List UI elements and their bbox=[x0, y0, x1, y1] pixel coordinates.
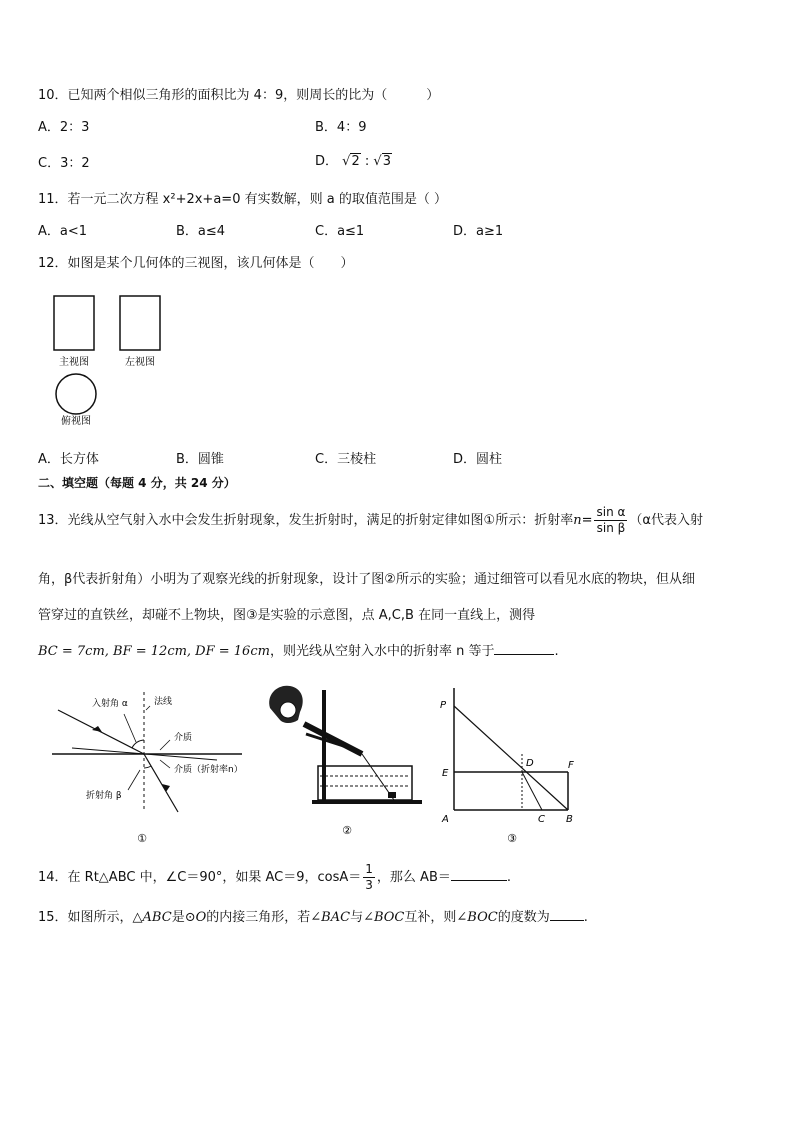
q14-denominator: 3 bbox=[365, 878, 373, 892]
incident-angle-label: 入射角 α bbox=[92, 699, 128, 709]
q14-numerator: 1 bbox=[365, 862, 373, 876]
point-F-label: F bbox=[568, 760, 574, 771]
point-B-label: B bbox=[566, 814, 573, 825]
figure-3-schematic bbox=[436, 684, 586, 849]
left-view-rect bbox=[120, 296, 160, 350]
q13-formula: BC = 7cm, BF = 12cm, DF = 16cm bbox=[38, 644, 270, 659]
q10-option-a: A．2：3 bbox=[38, 120, 90, 135]
q13-line4-tail: ，则光线从空射入水中的折射率 n 等于 bbox=[269, 644, 495, 659]
frac-denominator: sin β bbox=[596, 521, 626, 535]
point-E-label: E bbox=[442, 768, 449, 779]
n-symbol: n bbox=[573, 513, 582, 528]
angle-beta-arc bbox=[144, 766, 151, 768]
figure-2-experiment bbox=[262, 684, 437, 844]
q14-answer-blank[interactable] bbox=[451, 880, 507, 881]
q13-line1-tail: （α代表入射 bbox=[629, 513, 703, 528]
q13-line1 bbox=[38, 505, 703, 536]
line-PB bbox=[454, 706, 568, 810]
equals: = bbox=[581, 513, 593, 528]
q15-line bbox=[38, 906, 588, 925]
q10-option-b: B．4：9 bbox=[315, 120, 367, 135]
q10-stem: 10．已知两个相似三角形的面积比为 4：9，则周长的比为（ ） bbox=[38, 88, 440, 103]
q10-option-d-prefix: D． bbox=[315, 154, 339, 169]
q12-stem: 12．如图是某个几何体的三视图，该几何体是（ ） bbox=[38, 256, 354, 271]
medium-label: 介质 bbox=[174, 733, 193, 743]
q13-line4 bbox=[38, 640, 559, 659]
q15-text-a: 15．如图所示， bbox=[38, 910, 133, 925]
q15-triangle: △ABC bbox=[132, 910, 172, 925]
q15-angle-bac: ∠BAC bbox=[310, 910, 351, 925]
q15-end: . bbox=[583, 910, 588, 925]
sqrt-3-radicand: 3 bbox=[382, 154, 391, 169]
q15-circle: ⊙O bbox=[184, 910, 207, 925]
incident-pointer bbox=[124, 714, 136, 742]
q11-option-c: C．a≤1 bbox=[315, 224, 365, 239]
q15-text-e: 互补，则 bbox=[404, 910, 457, 925]
point-P-label: P bbox=[440, 700, 447, 711]
refracted-arrow-icon bbox=[162, 784, 170, 792]
q14-fraction bbox=[363, 862, 375, 893]
thin-tube bbox=[304, 724, 362, 754]
q15-text-d: 与 bbox=[350, 910, 364, 925]
q12-option-d: D．圆柱 bbox=[453, 452, 503, 467]
q15-text-b: 是 bbox=[171, 910, 185, 925]
q15-angle-boc-2: ∠BOC bbox=[456, 910, 498, 925]
q14-text-a: 14．在 Rt△ABC 中，∠C＝90°，如果 AC＝9，cosA＝ bbox=[38, 870, 362, 885]
point-C-label: C bbox=[538, 814, 545, 825]
q15-angle-boc: ∠BOC bbox=[363, 910, 405, 925]
point-D-label: D bbox=[526, 758, 534, 769]
refract-pointer bbox=[128, 770, 140, 790]
frac-numerator: sin α bbox=[596, 505, 626, 519]
front-view-label: 主视图 bbox=[59, 357, 89, 368]
ratio-sep: : bbox=[364, 154, 370, 169]
q13-line3: 管穿过的直铁丝，却碰不上物块，图③是实验的示意图，点 A,C,B 在同一直线上，测得 bbox=[38, 608, 536, 623]
medium2-pointer bbox=[160, 760, 170, 768]
q10-option-c: C．3：2 bbox=[38, 156, 90, 171]
point-A-label: A bbox=[442, 814, 449, 825]
q11-option-b: B．a≤4 bbox=[176, 224, 226, 239]
normal-label: 法线 bbox=[154, 697, 173, 707]
top-view-circle bbox=[56, 374, 96, 414]
q13-line1-text: 13．光线从空气射入水中会发生折射现象，发生折射时，满足的折射定律如图①所示：折射率 bbox=[38, 513, 574, 528]
normal-pointer bbox=[146, 706, 150, 710]
refract-angle-label: 折射角 β bbox=[86, 791, 122, 801]
q14-text-b: ，那么 AB＝ bbox=[376, 870, 451, 885]
figure-1-refraction bbox=[52, 690, 252, 850]
medium-pointer bbox=[160, 740, 170, 750]
q14-end: . bbox=[506, 870, 512, 885]
refracted-ray bbox=[144, 754, 178, 812]
figure-1-caption: ① bbox=[137, 832, 147, 845]
q13-line4-end: . bbox=[554, 644, 559, 659]
observer-face-icon bbox=[280, 702, 296, 718]
q11-option-d: D．a≥1 bbox=[453, 224, 504, 239]
q13-line2: 角，β代表折射角）小明为了观察光线的折射现象，设计了图②所示的实验；通过细管可以看见水底的物块，但从细 bbox=[38, 572, 695, 587]
q12-option-b: B．圆锥 bbox=[176, 452, 224, 467]
q13-answer-blank[interactable] bbox=[494, 654, 554, 655]
object-block bbox=[388, 792, 396, 798]
q15-text-f: 的度数为 bbox=[497, 910, 550, 925]
incident-ray bbox=[58, 710, 144, 754]
figure-2-caption: ② bbox=[342, 824, 352, 837]
top-view-label: 俯视图 bbox=[61, 416, 91, 427]
incident-arrow-icon bbox=[92, 726, 102, 732]
q15-answer-blank[interactable] bbox=[550, 920, 584, 921]
q12-option-c: C．三棱柱 bbox=[315, 452, 377, 467]
left-view-label: 左视图 bbox=[125, 357, 155, 368]
section-title: 二、填空题（每题 4 分，共 24 分） bbox=[38, 476, 236, 490]
q15-text-c: 的内接三角形，若 bbox=[206, 910, 311, 925]
q11-option-a: A．a<1 bbox=[38, 224, 88, 239]
figure-3-caption: ③ bbox=[507, 832, 517, 845]
medium2-label: 介质（折射率n） bbox=[174, 765, 243, 775]
q12-option-a: A．长方体 bbox=[38, 452, 99, 467]
three-view-figure bbox=[44, 290, 174, 430]
water-tank bbox=[318, 766, 412, 800]
angle-alpha-arc bbox=[132, 740, 144, 748]
q14-line bbox=[38, 862, 511, 893]
front-view-rect bbox=[54, 296, 94, 350]
q10-option-d bbox=[315, 150, 392, 169]
q11-stem: 11．若一元二次方程 x²+2x+a=0 有实数解，则 a 的取值范围是（ ） bbox=[38, 192, 447, 207]
refraction-fraction bbox=[594, 505, 627, 536]
sqrt-2: √2 bbox=[342, 154, 360, 169]
sqrt-2-radicand: 2 bbox=[351, 154, 360, 169]
sqrt-3: √3 bbox=[373, 154, 391, 169]
